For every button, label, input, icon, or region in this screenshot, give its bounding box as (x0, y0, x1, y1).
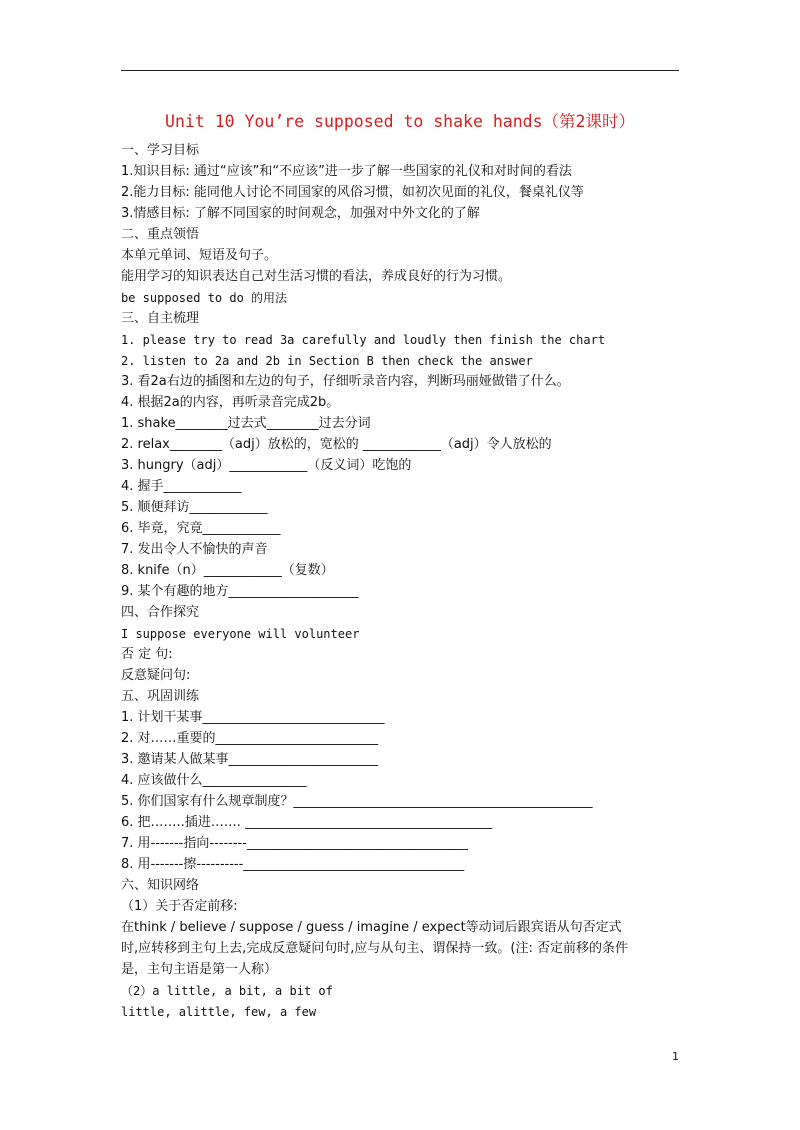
exercise-item: 3. 邀请某人做某事_______________________ (121, 752, 379, 767)
exercise-item: 4. 握手____________ (121, 479, 242, 494)
exercise-item: 5. 你们国家有什么规章制度？______________________________________________ (121, 794, 593, 809)
exercise-item: 8. 用-------擦----------__________________________________ (121, 857, 465, 872)
text-line: 在think / believe / suppose / guess / imagine / expect等动词后跟宾语从句否定式 (121, 920, 622, 935)
list-item: 1. please try to read 3a carefully and loudly then finish the chart (121, 333, 606, 347)
header-rule (121, 70, 679, 71)
text-line: little, alittle, few, a few (121, 1005, 317, 1019)
exercise-item: 2. relax________（adj）放松的，宽松的 ____________（adj）令人放松的 (121, 437, 552, 452)
section-heading: 四、合作探究 (121, 605, 200, 620)
section-heading: 二、重点领悟 (121, 227, 200, 242)
exercise-item: 9. 某个有趣的地方____________________ (121, 584, 359, 599)
text-line: 本单元单词、短语及句子。 (121, 248, 278, 263)
exercise-item: 1. shake________过去式________过去分词 (121, 416, 371, 431)
exercise-item: 6. 把……..插进……. ______________________________________ (121, 815, 493, 830)
exercise-item: 5. 顺便拜访____________ (121, 500, 268, 515)
text-line: 3.情感目标: 了解不同国家的时间观念，加强对中外文化的了解 (121, 206, 480, 221)
text-line: 否 定 句: (121, 647, 173, 662)
exercise-item: 7. 用-------指向--------__________________________________ (121, 836, 468, 851)
text-line: 反意疑问句: (121, 668, 191, 683)
exercise-item: 8. knife（n）____________（复数） (121, 563, 334, 578)
exercise-item: 1. 计划干某事____________________________ (121, 710, 385, 725)
section-heading: 一、学习目标 (121, 143, 200, 158)
text-line: 1.知识目标: 通过“应该”和“不应该”进一步了解一些国家的礼仪和对时间的看法 (121, 164, 572, 179)
text-line: 时,应转移到主句上去,完成反意疑问句时,应与从句主、谓保持一致。(注: 否定前移的条件 (121, 941, 628, 956)
section-heading: 三、自主梳理 (121, 311, 200, 326)
text-line: be supposed to do 的用法 (121, 291, 288, 305)
page-number: 1 (672, 1050, 679, 1063)
exercise-item: 7. 发出令人不愉快的声音 (121, 542, 268, 557)
text-line: （1）关于否定前移: (121, 899, 238, 914)
text-line: 能用学习的知识表达自己对生活习惯的看法，养成良好的行为习惯。 (121, 269, 512, 284)
exercise-item: 6. 毕竟，究竟____________ (121, 521, 281, 536)
text-line: 是，主句主语是第一人称） (121, 962, 278, 977)
text-line: I suppose everyone will volunteer (121, 627, 360, 641)
exercise-item: 4. 应该做什么________________ (121, 773, 307, 788)
exercise-item: 3. hungry（adj）____________（反义词）吃饱的 (121, 458, 412, 473)
section-heading: 五、巩固训练 (121, 689, 200, 704)
list-item: 2. listen to 2a and 2b in Section B then check the answer (121, 354, 533, 368)
text-line: 2.能力目标: 能同他人讨论不同国家的风俗习惯，如初次见面的礼仪，餐桌礼仪等 (121, 185, 584, 200)
page-title: Unit 10 You’re supposed to shake hands（第2课时） (165, 112, 635, 131)
exercise-item: 2. 对……重要的_________________________ (121, 731, 379, 746)
text-line: （2）a little, a bit, a bit of (121, 984, 333, 998)
section-heading: 六、知识网络 (121, 878, 200, 893)
list-item: 3. 看2a右边的插图和左边的句子，仔细听录音内容，判断玛丽娅做错了什么。 (121, 374, 570, 389)
list-item: 4. 根据2a的内容，再听录音完成2b。 (121, 395, 340, 410)
